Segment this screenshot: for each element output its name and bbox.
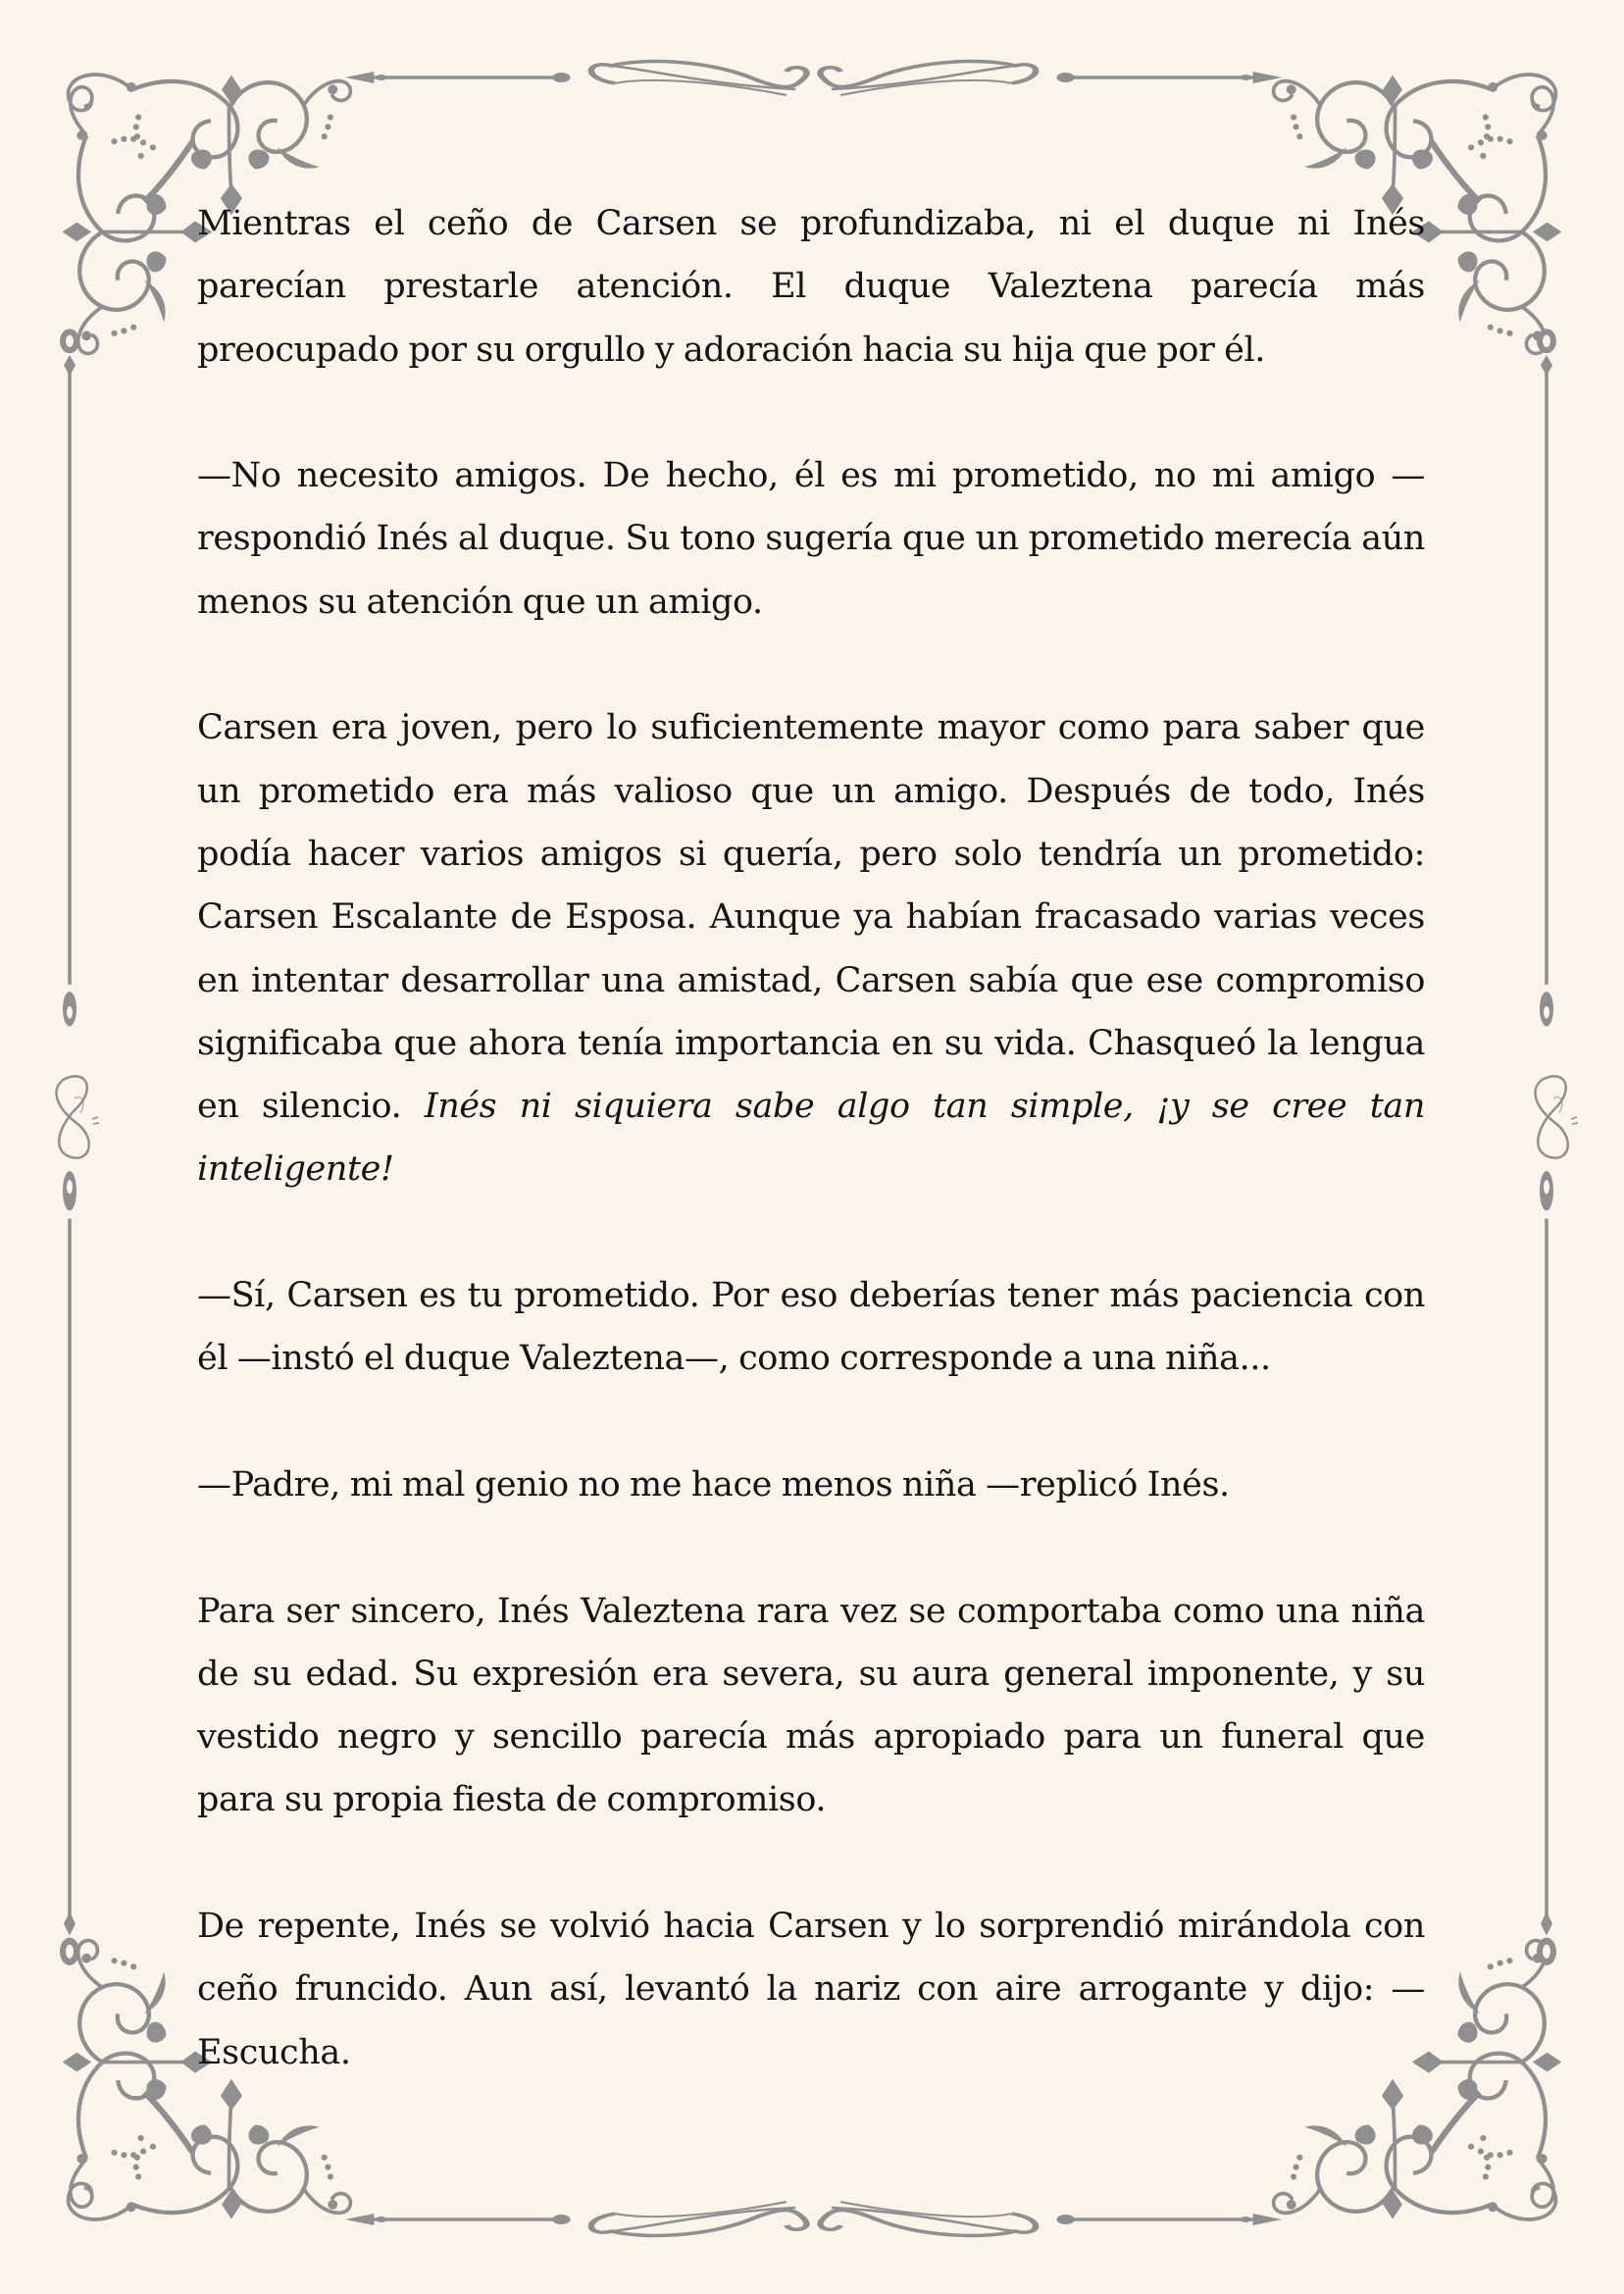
- paragraph: —Padre, mi mal genio no me hace menos niña —replicó Inés.: [197, 1464, 1230, 1504]
- knot-left-icon: [47, 1074, 106, 1162]
- vertical-rule-left-upper-icon: [58, 324, 81, 1030]
- chapter-body-text: [197, 192, 1425, 2084]
- scroll-divider-top-icon: [345, 38, 1282, 117]
- paragraph: Para ser sincero, Inés Valeztena rara vez se comportaba como una niña de su edad. Su expresión era severa, su aura general imponente, y su vestido negro y sencillo parecía más apropiado para un funeral que para su propia fiesta de compromiso.: [197, 1591, 1425, 1820]
- knot-right-icon: [1526, 1074, 1585, 1162]
- vertical-rule-right-lower-icon: [1535, 1167, 1558, 1971]
- paragraph: [197, 696, 1425, 1200]
- scroll-divider-bottom-icon: [345, 2180, 1282, 2259]
- paragraph-text: Carsen era joven, pero lo suficientemente mayor como para saber que un prometido era más valioso que un amigo. Después de todo, Inés podía hacer varios amigos si quería, pero solo tendría un prometido: Carsen Escalante de Esposa. Aunque ya habían fracasado varias veces en intentar desarrollar una amistad, Carsen sabía que ese compromiso significaba que ahora tenía importancia en su vida. Chasqueó la lengua en silencio.: [197, 708, 1425, 1127]
- italic-inner-thought: Inés ni siquiera sabe algo tan simple, ¡y se cree tan inteligente!: [197, 1087, 1426, 1190]
- paragraph: Mientras el ceño de Carsen se profundizaba, ni el duque ni Inés parecían prestarle atención. El duque Valeztena parecía más preocupado por su orgullo y adoración hacia su hija que por él.: [197, 204, 1425, 370]
- paragraph: —Sí, Carsen es tu prometido. Por eso deberías tener más paciencia con él —instó el duque Valeztena—, como corresponde a una niña...: [197, 1276, 1425, 1379]
- vertical-rule-right-upper-icon: [1535, 324, 1558, 1030]
- paragraph: —No necesito amigos. De hecho, él es mi prometido, no mi amigo —respondió Inés al duque. Su tono sugería que un prometido merecía aún menos su atención que un amigo.: [197, 456, 1425, 622]
- paragraph: De repente, Inés se volvió hacia Carsen y lo sorprendió mirándola con ceño fruncido. Aun así, levantó la nariz con aire arrogante y dijo: —Escucha.: [197, 1907, 1425, 2072]
- vertical-rule-left-lower-icon: [58, 1167, 81, 1971]
